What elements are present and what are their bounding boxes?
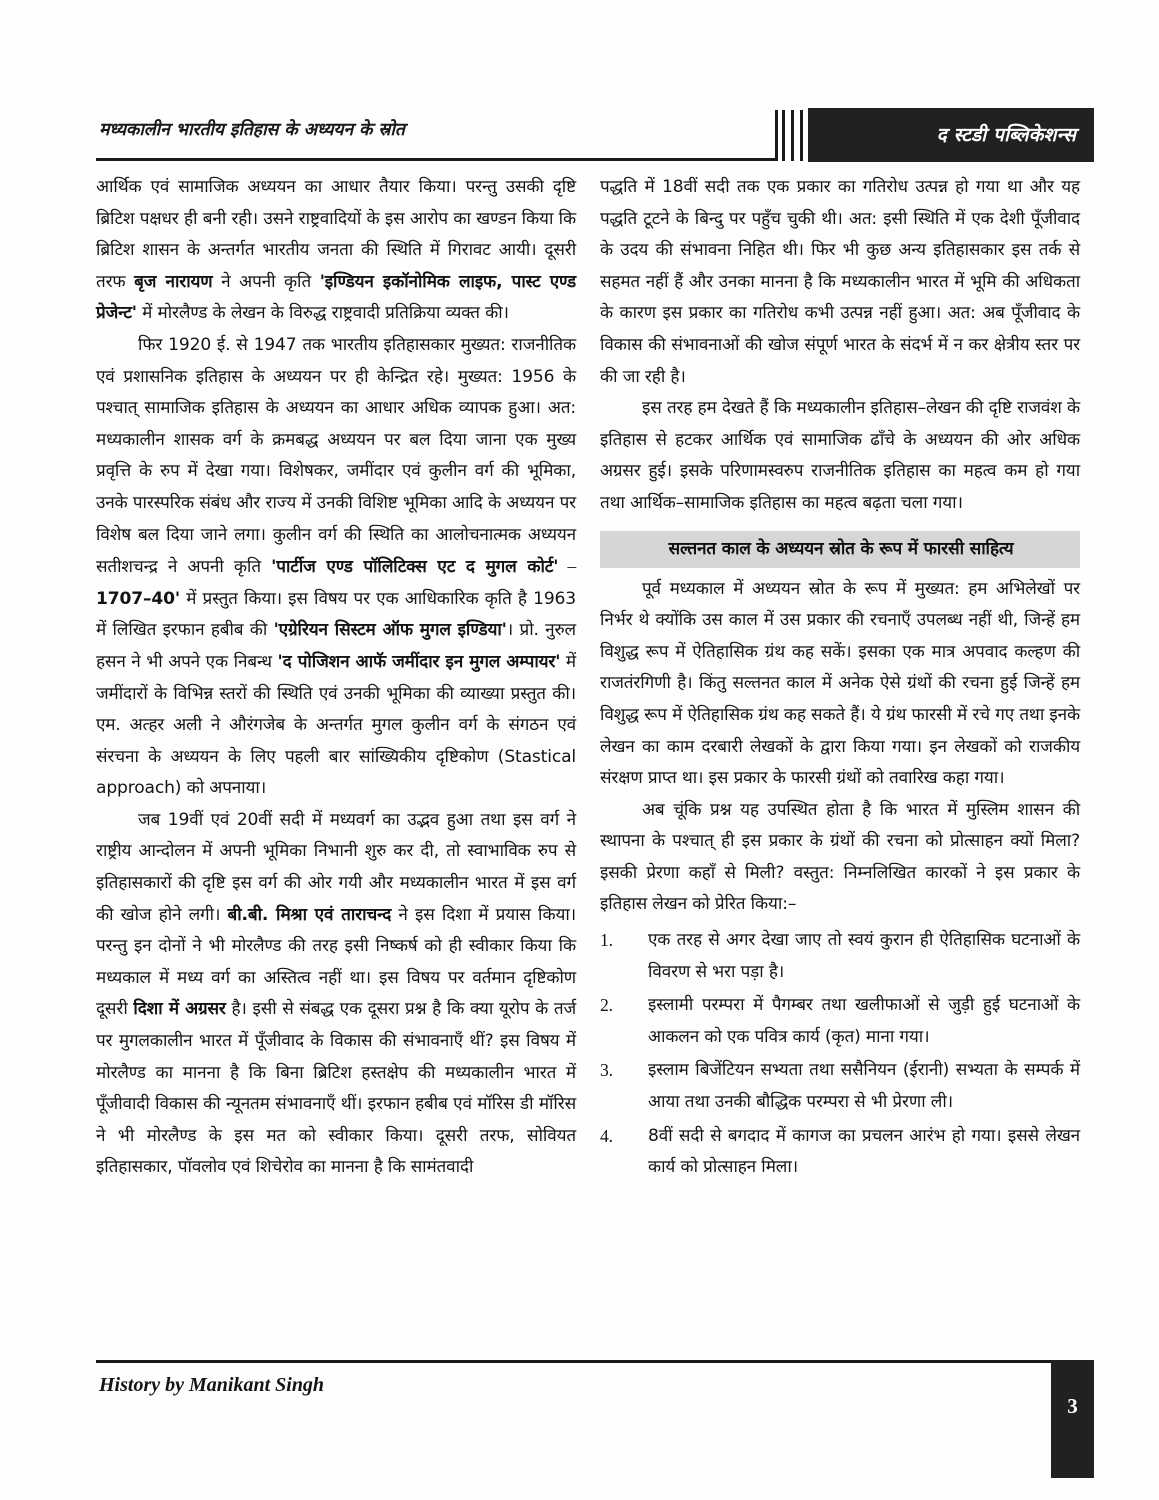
emphasis-text: 'इण्डियन इकॉनोमिक लाइफ, पास्ट एण्ड प्रेजेन्ट' [96, 271, 577, 324]
footer-credit: History by Manikant Singh [99, 1374, 325, 1396]
list-item [600, 925, 1080, 988]
publisher-brand-box [808, 108, 1094, 162]
list-item-marker: 2. [600, 995, 613, 1016]
page-header [96, 104, 1094, 166]
body-text: ने इस दिशा में प्रयास किया। परन्तु इन दोनों ने भी मोरलैण्ड की तरह इसी निष्कर्ष को ही स्वीकार किया कि मध्यकाल में मध्य वर्ग का अस्तित्व नहीं था। इस विषय पर वर्तमान दृष्टिकोण दूसरी [96, 904, 576, 1020]
paragraph [600, 795, 1080, 921]
body-text: । प्रो. नुरुल हसन ने भी अपने एक निबन्ध [96, 620, 576, 672]
emphasis-text: बृज नारायण [134, 271, 213, 292]
running-title: मध्यकालीन भारतीय इतिहास के अध्ययन के स्रोत [99, 120, 405, 140]
list-item-text: एक तरह से अगर देखा जाए तो स्वयं कुरान ही ऐतिहासिक घटनाओं के विवरण से भरा पड़ा है। [648, 930, 1080, 982]
paragraph [96, 805, 576, 1184]
list-item-marker: 3. [600, 1060, 613, 1081]
body-text: जब 19वीं एवं 20वीं सदी में मध्यवर्ग का उद्भव हुआ तथा इस वर्ग ने राष्ट्रीय आन्दोलन में अपनी भूमिका निभानी शुरु कर दी, तो स्वाभाविक रुप से इतिहासकारों की दृष्टि इस वर्ग की ओर गयी और मध्यकालीन भारत में इस वर्ग की खोज होने लगी। [96, 809, 576, 925]
section-heading-band: सल्तनत काल के अध्ययन स्रोत के रूप में फारसी साहित्य [600, 531, 1080, 568]
page-footer [96, 1360, 1094, 1480]
list-item [600, 990, 1080, 1053]
paragraph [600, 172, 1080, 393]
body-text: में प्रस्तुत किया। इस विषय पर एक आधिकारिक कृति है 1963 में लिखित इरफान हबीब की [96, 588, 576, 641]
paragraph [96, 172, 576, 330]
right-column-paragraphs-bottom [600, 574, 1080, 922]
page-content-area [96, 104, 1094, 1418]
header-rule [96, 158, 778, 161]
body-text: ने अपनी कृति [212, 271, 320, 292]
emphasis-text: 'द पोजिशन आफॅ जमींदार इन मुगल अम्पायर' [277, 651, 561, 672]
body-text: में जमींदारों के विभिन्न स्तरों की स्थिति एवं उनकी भूमिका की व्याख्या प्रस्तुत की। एम. अत्हर अली ने औरंगजेब के अन्तर्गत मुगल कुलीन वर्ग के संगठन एवं संरचना के अध्ययन के लिए पहली बार सांख्यिकीय दृष्टिकोण (Stastical approach) को अपनाया। [96, 651, 576, 799]
emphasis-text: बी.बी. मिश्रा एवं ताराचन्द [227, 904, 392, 925]
paragraph [600, 574, 1080, 795]
body-text: इस तरह हम देखते हैं कि मध्यकालीन इतिहास–लेखन की दृष्टि राजवंश के इतिहास से हटकर आर्थिक एवं सामाजिक ढाँचे के अध्ययन की ओर अधिक अग्रसर हुई। इसके परिणामस्वरुप राजनीतिक इतिहास का महत्व कम हो गया तथा आर्थिक–सामाजिक इतिहास का महत्व बढ़ता चला गया। [600, 398, 1080, 513]
paragraph [600, 393, 1080, 519]
footer-rule [96, 1360, 1054, 1363]
body-text: पूर्व मध्यकाल में अध्ययन स्रोत के रूप में मुख्यत: हम अभिलेखों पर निर्भर थे क्योंकि उस काल में उस प्रकार की रचनाएँ उपलब्ध नहीं थी, जिन्हें हम विशुद्ध रूप में ऐतिहासिक ग्रंथ कह सकें। इसका एक मात्र अपवाद कल्हण की राजतंरगिणी है। किंतु सल्तनत काल में अनेक ऐसे ग्रंथों की रचना हुई जिन्हें हम विशुद्ध रूप में ऐतिहासिक ग्रंथ कह सकते हैं। ये ग्रंथ फारसी में रचे गए तथा इनके लेखन का काम दरबारी लेखकों के द्वारा किया गया। इन लेखकों को राजकीय संरक्षण प्राप्त था। इस प्रकार के फारसी ग्रंथों को तवारिख कहा गया। [600, 578, 1080, 789]
list-item [600, 1055, 1080, 1118]
body-columns [96, 172, 1094, 1352]
right-column-paragraphs-top [600, 172, 1080, 520]
page-number-box [1051, 1360, 1094, 1478]
list-item-text: इस्लाम बिजेंटियन सभ्यता तथा ससैनियन (ईरानी) सभ्यता के सम्पर्क में आया तथा उनकी बौद्धिक परम्परा से भी प्रेरणा ली। [648, 1060, 1080, 1113]
body-text: है। इसी से संबद्ध एक दूसरा प्रश्न है कि क्या यूरोप के तर्ज पर मुगलकालीन भारत में पूँजीवाद के विकास की संभावनाएँ थीं? इस विषय में मोरलैण्ड का मानना है कि बिना ब्रिटिश हस्तक्षेप की मध्यकालीन भारत में पूँजीवादी विकास की न्यूनतम संभावनाएँ थीं। इरफान हबीब एवं मॉरिस डी मॉरिस ने भी मोरलैण्ड के इस मत को स्वीकार किया। दूसरी तरफ, सोवियत इतिहासकार, पॉवलोव एवं शिचेरोव का मानना है कि सामंतवादी [96, 999, 576, 1178]
right-column [600, 172, 1080, 1352]
body-text: आर्थिक एवं सामाजिक अध्ययन का आधार तैयार किया। परन्तु उसकी दृष्टि ब्रिटिश पक्षधर ही बनी रही। उसने राष्ट्रवादियों के इस आरोप का खण्डन किया कि ब्रिटिश शासन के अन्तर्गत भारतीय जनता की स्थिति में गिरावट आयी। दूसरी तरफ [96, 177, 576, 292]
body-text: पद्धति में 18वीं सदी तक एक प्रकार का गतिरोध उत्पन्न हो गया था और यह पद्धति टूटने के बिन्दु पर पहुँच चुकी थी। अत: इसी स्थिति में एक देशी पूँजीवाद के उदय की संभावना निहित थी। फिर भी कुछ अन्य इतिहासकार इस तर्क से सहमत नहीं हैं और उनका मानना है कि मध्यकालीन भारत में भूमि की अधिकता के कारण इस प्रकार का गतिरोध कभी उत्पन्न नहीं हुआ। अत: अब पूँजीवाद के विकास की संभावनाओं की खोज संपूर्ण भारत के संदर्भ में न कर क्षेत्रीय स्तर पर की जा रही है। [600, 177, 1080, 387]
list-item-marker: 4. [600, 1125, 613, 1146]
emphasis-text: 'एग्रेरियन सिस्टम ऑफ मुगल इण्डिया' [273, 620, 507, 641]
body-text: अब चूंकि प्रश्न यह उपस्थित होता है कि भारत में मुस्लिम शासन की स्थापना के पश्चात् ही इस प्रकार के ग्रंथों की रचना को प्रोत्साहन क्यों मिला? इसकी प्रेरणा कहाँ से मिली? वस्तुत: निम्नलिखित कारकों ने इस प्रकार के इतिहास लेखन को प्रेरित किया:– [600, 799, 1080, 915]
left-column-paragraphs [96, 172, 576, 1184]
list-item-text: इस्लामी परम्परा में पैगम्बर तथा खलीफाओं से जुड़ी हुई घटनाओं के आकलन को एक पवित्र कार्य (कृत) माना गया। [648, 995, 1080, 1047]
numbered-list [600, 925, 1080, 1184]
emphasis-text: दिशा में अग्रसर [133, 999, 226, 1020]
header-rule-riser [775, 110, 778, 161]
body-text: फिर 1920 ई. से 1947 तक भारतीय इतिहासकार मुख्यत: राजनीतिक एवं प्रशासनिक इतिहास के अध्ययन पर ही केन्द्रित रहे। मुख्यत: 1956 के पश्चात् सामाजिक इतिहास के अध्ययन का आधार अधिक व्यापक हुआ। अत: मध्यकालीन शासक वर्ग के क्रमबद्ध अध्ययन पर बल दिया जाना एक मुख्य प्रवृत्ति के रुप में देखा गया। विशेषकर, जमींदार एवं कुलीन वर्ग की भूमिका, उनके पारस्परिक संबंध और राज्य में उनकी विशिष्ट भूमिका आदि के अध्ययन पर विशेष बल दिया जाने लगा। कुलीन वर्ग की स्थिति का आलोचनात्मक अध्ययन सतीशचन्द्र ने अपनी कृति [96, 334, 576, 578]
publisher-brand-label: द स्टडी पब्लिकेशन्स [936, 124, 1076, 146]
list-item-marker: 1. [600, 930, 613, 951]
body-text: में मोरलैण्ड के लेखन के विरुद्ध राष्ट्रवादी प्रतिक्रिया व्यक्त की। [136, 303, 509, 324]
emphasis-text: 1707–40' [96, 588, 180, 609]
paragraph [96, 330, 576, 805]
left-column [96, 172, 576, 1352]
emphasis-text: 'पार्टीज एण्ड पॉलिटिक्स एट द मुगल कोर्ट' [271, 557, 559, 578]
body-text: – [558, 556, 576, 577]
page-number: 3 [1067, 1394, 1078, 1418]
list-item [600, 1121, 1080, 1184]
list-item-text: 8वीं सदी से बगदाद में कागज का प्रचलन आरंभ हो गया। इससे लेखन कार्य को प्रोत्साहन मिला। [648, 1125, 1080, 1178]
